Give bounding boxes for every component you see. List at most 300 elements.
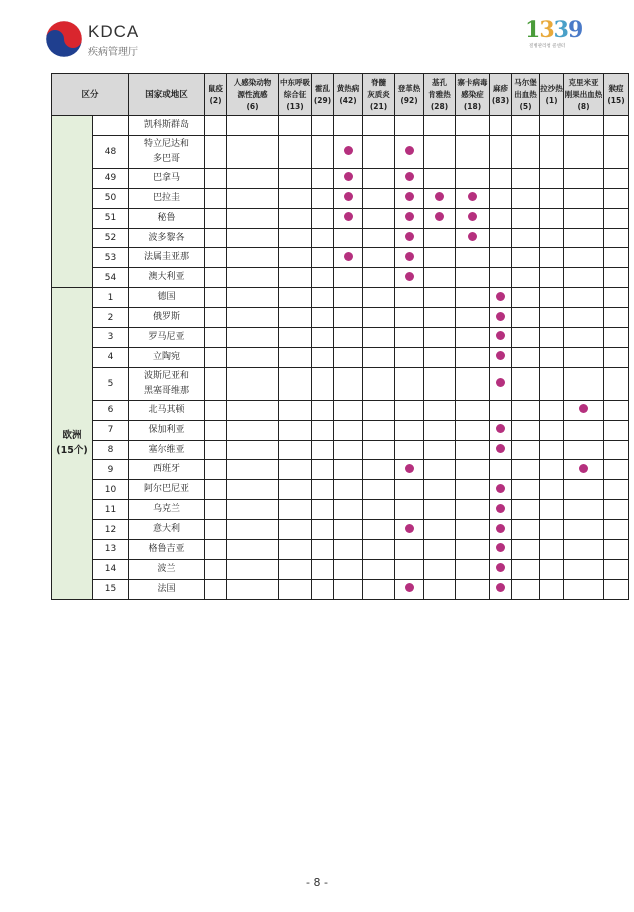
disease-cell	[456, 116, 490, 136]
disease-cell	[334, 579, 363, 599]
disease-cell	[564, 367, 604, 400]
disease-cell	[456, 579, 490, 599]
occurrence-dot-icon	[496, 331, 505, 340]
disease-cell	[512, 559, 540, 579]
country-name: 法属圭亚那	[129, 248, 205, 268]
occurrence-dot-icon	[405, 172, 414, 181]
disease-cell	[312, 520, 334, 540]
column-header: 猴痘 (15)	[604, 74, 629, 116]
disease-cell	[512, 367, 540, 400]
disease-cell	[456, 268, 490, 288]
disease-cell	[334, 367, 363, 400]
disease-cell	[424, 288, 456, 308]
disease-cell	[227, 400, 279, 420]
disease-cell	[395, 460, 424, 480]
disease-cell	[395, 420, 424, 440]
disease-cell	[424, 540, 456, 560]
occurrence-dot-icon	[496, 524, 505, 533]
disease-cell	[363, 400, 395, 420]
disease-cell	[512, 228, 540, 248]
disease-cell	[205, 135, 227, 168]
disease-cell	[363, 347, 395, 367]
disease-cell	[334, 168, 363, 188]
disease-cell	[363, 367, 395, 400]
disease-cell	[604, 328, 629, 348]
disease-cell	[395, 367, 424, 400]
occurrence-dot-icon	[496, 424, 505, 433]
disease-cell	[395, 347, 424, 367]
disease-cell	[227, 579, 279, 599]
table-row	[52, 168, 629, 188]
disease-cell	[395, 520, 424, 540]
disease-cell	[424, 440, 456, 460]
disease-cell	[490, 420, 512, 440]
disease-cell	[490, 308, 512, 328]
disease-cell	[334, 188, 363, 208]
page-number: - 8 -	[306, 876, 328, 889]
disease-cell	[205, 288, 227, 308]
disease-cell	[227, 347, 279, 367]
disease-cell	[540, 367, 564, 400]
column-header: 区分	[52, 74, 129, 116]
occurrence-dot-icon	[435, 212, 444, 221]
disease-cell	[540, 135, 564, 168]
disease-cell	[395, 308, 424, 328]
occurrence-dot-icon	[496, 583, 505, 592]
disease-cell	[227, 188, 279, 208]
disease-cell	[512, 208, 540, 228]
disease-cell	[604, 308, 629, 328]
disease-cell	[512, 268, 540, 288]
disease-cell	[363, 188, 395, 208]
disease-cell	[279, 347, 312, 367]
row-index: 2	[93, 308, 129, 328]
occurrence-dot-icon	[496, 351, 505, 360]
disease-cell	[395, 500, 424, 520]
org-name: KDCA	[88, 22, 140, 41]
disease-cell	[395, 540, 424, 560]
occurrence-dot-icon	[405, 272, 414, 281]
disease-cell	[312, 400, 334, 420]
disease-cell	[334, 540, 363, 560]
disease-cell	[456, 135, 490, 168]
disease-cell	[312, 248, 334, 268]
disease-cell	[604, 480, 629, 500]
disease-cell	[604, 579, 629, 599]
column-header: 鼠疫 (2)	[205, 74, 227, 116]
country-name: 西班牙	[129, 460, 205, 480]
disease-cell	[456, 440, 490, 460]
disease-cell	[279, 460, 312, 480]
disease-cell	[279, 208, 312, 228]
disease-cell	[456, 228, 490, 248]
column-header: 拉沙热 (1)	[540, 74, 564, 116]
disease-cell	[279, 268, 312, 288]
row-index: 53	[93, 248, 129, 268]
disease-cell	[312, 347, 334, 367]
disease-cell	[564, 460, 604, 480]
disease-cell	[424, 367, 456, 400]
disease-cell	[227, 328, 279, 348]
disease-cell	[456, 288, 490, 308]
column-header: 国家或地区	[129, 74, 205, 116]
table-row	[52, 400, 629, 420]
disease-cell	[512, 188, 540, 208]
disease-cell	[334, 480, 363, 500]
disease-cell	[312, 460, 334, 480]
disease-cell	[512, 579, 540, 599]
kdca-logo-icon	[45, 20, 83, 58]
disease-country-table	[51, 73, 629, 600]
disease-cell	[363, 579, 395, 599]
disease-cell	[564, 500, 604, 520]
disease-cell	[205, 347, 227, 367]
disease-cell	[312, 135, 334, 168]
disease-cell	[490, 288, 512, 308]
disease-cell	[424, 308, 456, 328]
country-name: 阿尔巴尼亚	[129, 480, 205, 500]
disease-cell	[604, 248, 629, 268]
disease-cell	[279, 559, 312, 579]
disease-cell	[424, 480, 456, 500]
row-index: 6	[93, 400, 129, 420]
disease-cell	[312, 328, 334, 348]
disease-cell	[540, 188, 564, 208]
disease-cell	[363, 520, 395, 540]
table-row	[52, 540, 629, 560]
disease-cell	[604, 135, 629, 168]
row-index: 10	[93, 480, 129, 500]
disease-cell	[334, 228, 363, 248]
disease-cell	[395, 288, 424, 308]
disease-cell	[490, 367, 512, 400]
disease-cell	[334, 400, 363, 420]
country-name: 波斯尼亚和 黑塞哥维那	[129, 367, 205, 400]
disease-cell	[424, 559, 456, 579]
row-index	[93, 116, 129, 136]
disease-cell	[540, 440, 564, 460]
table-row	[52, 135, 629, 168]
disease-cell	[456, 400, 490, 420]
disease-cell	[279, 579, 312, 599]
org-name-block	[88, 22, 139, 58]
occurrence-dot-icon	[496, 292, 505, 301]
disease-cell	[312, 440, 334, 460]
disease-cell	[512, 400, 540, 420]
country-name: 凯科斯群岛	[129, 116, 205, 136]
disease-cell	[205, 168, 227, 188]
disease-cell	[456, 347, 490, 367]
disease-cell	[424, 400, 456, 420]
disease-cell	[424, 248, 456, 268]
country-name: 塞尔维亚	[129, 440, 205, 460]
country-name: 澳大利亚	[129, 268, 205, 288]
table-row	[52, 520, 629, 540]
disease-cell	[205, 420, 227, 440]
disease-cell	[227, 480, 279, 500]
occurrence-dot-icon	[405, 232, 414, 241]
disease-cell	[540, 308, 564, 328]
country-name: 德国	[129, 288, 205, 308]
hotline-number: 1339	[525, 17, 583, 43]
occurrence-dot-icon	[344, 146, 353, 155]
disease-cell	[334, 208, 363, 228]
occurrence-dot-icon	[405, 524, 414, 533]
occurrence-dot-icon	[496, 444, 505, 453]
table-row	[52, 208, 629, 228]
occurrence-dot-icon	[496, 504, 505, 513]
disease-cell	[564, 135, 604, 168]
occurrence-dot-icon	[468, 192, 477, 201]
disease-cell	[456, 520, 490, 540]
region-label: 欧洲 (15个)	[52, 288, 93, 599]
disease-cell	[490, 520, 512, 540]
disease-cell	[490, 208, 512, 228]
occurrence-dot-icon	[344, 172, 353, 181]
disease-cell	[205, 208, 227, 228]
disease-cell	[395, 135, 424, 168]
disease-cell	[424, 135, 456, 168]
disease-cell	[604, 540, 629, 560]
disease-cell	[205, 228, 227, 248]
disease-cell	[490, 268, 512, 288]
row-index: 13	[93, 540, 129, 560]
row-index: 9	[93, 460, 129, 480]
occurrence-dot-icon	[405, 583, 414, 592]
occurrence-dot-icon	[496, 378, 505, 387]
disease-cell	[540, 288, 564, 308]
disease-cell	[312, 288, 334, 308]
disease-cell	[363, 248, 395, 268]
table-row	[52, 328, 629, 348]
disease-cell	[312, 228, 334, 248]
row-index: 49	[93, 168, 129, 188]
table-row	[52, 228, 629, 248]
disease-cell	[279, 500, 312, 520]
disease-cell	[540, 228, 564, 248]
column-header: 寨卡病毒 感染症 (18)	[456, 74, 490, 116]
disease-cell	[424, 500, 456, 520]
disease-cell	[540, 208, 564, 228]
disease-cell	[205, 248, 227, 268]
disease-cell	[279, 367, 312, 400]
disease-cell	[540, 347, 564, 367]
disease-cell	[604, 347, 629, 367]
row-index: 15	[93, 579, 129, 599]
row-index: 54	[93, 268, 129, 288]
disease-cell	[604, 520, 629, 540]
disease-cell	[540, 248, 564, 268]
occurrence-dot-icon	[468, 212, 477, 221]
column-header: 中东呼吸 综合征 (13)	[279, 74, 312, 116]
disease-cell	[205, 460, 227, 480]
disease-cell	[205, 520, 227, 540]
disease-cell	[604, 228, 629, 248]
disease-cell	[279, 540, 312, 560]
disease-cell	[424, 328, 456, 348]
disease-cell	[512, 328, 540, 348]
table-row	[52, 188, 629, 208]
disease-cell	[604, 420, 629, 440]
row-index: 14	[93, 559, 129, 579]
country-name: 立陶宛	[129, 347, 205, 367]
disease-cell	[456, 460, 490, 480]
disease-cell	[279, 480, 312, 500]
disease-cell	[490, 328, 512, 348]
disease-cell	[334, 116, 363, 136]
disease-cell	[564, 440, 604, 460]
disease-cell	[312, 420, 334, 440]
disease-cell	[363, 500, 395, 520]
disease-cell	[564, 288, 604, 308]
row-index: 5	[93, 367, 129, 400]
occurrence-dot-icon	[405, 192, 414, 201]
disease-cell	[490, 500, 512, 520]
disease-cell	[395, 208, 424, 228]
disease-cell	[564, 188, 604, 208]
disease-cell	[424, 116, 456, 136]
disease-cell	[279, 308, 312, 328]
disease-cell	[512, 540, 540, 560]
disease-cell	[540, 420, 564, 440]
column-header: 马尔堡 出血热 (5)	[512, 74, 540, 116]
row-index: 51	[93, 208, 129, 228]
disease-cell	[334, 308, 363, 328]
disease-cell	[564, 268, 604, 288]
column-header: 人感染动物 源性流感 (6)	[227, 74, 279, 116]
occurrence-dot-icon	[468, 232, 477, 241]
disease-cell	[564, 400, 604, 420]
disease-cell	[312, 367, 334, 400]
disease-cell	[512, 480, 540, 500]
disease-cell	[205, 480, 227, 500]
disease-cell	[540, 540, 564, 560]
disease-cell	[227, 135, 279, 168]
disease-cell	[205, 367, 227, 400]
disease-cell	[395, 328, 424, 348]
disease-cell	[279, 400, 312, 420]
column-header: 霍乱 (29)	[312, 74, 334, 116]
table-row	[52, 579, 629, 599]
disease-cell	[490, 440, 512, 460]
table-row	[52, 559, 629, 579]
disease-cell	[279, 116, 312, 136]
disease-cell	[604, 460, 629, 480]
disease-cell	[564, 420, 604, 440]
disease-cell	[334, 559, 363, 579]
disease-cell	[395, 579, 424, 599]
disease-cell	[604, 116, 629, 136]
disease-cell	[456, 208, 490, 228]
disease-cell	[604, 288, 629, 308]
occurrence-dot-icon	[435, 192, 444, 201]
disease-cell	[490, 540, 512, 560]
occurrence-dot-icon	[579, 404, 588, 413]
country-name: 特立尼达和 多巴哥	[129, 135, 205, 168]
disease-cell	[227, 460, 279, 480]
disease-cell	[512, 420, 540, 440]
disease-cell	[564, 248, 604, 268]
disease-cell	[363, 135, 395, 168]
occurrence-dot-icon	[344, 192, 353, 201]
table-row	[52, 347, 629, 367]
disease-cell	[456, 480, 490, 500]
table-row	[52, 367, 629, 400]
column-header: 黄热病 (42)	[334, 74, 363, 116]
disease-cell	[424, 188, 456, 208]
disease-cell	[395, 440, 424, 460]
row-index: 48	[93, 135, 129, 168]
disease-cell	[227, 268, 279, 288]
occurrence-dot-icon	[496, 563, 505, 572]
disease-cell	[312, 480, 334, 500]
disease-cell	[205, 268, 227, 288]
disease-cell	[205, 116, 227, 136]
disease-cell	[395, 400, 424, 420]
disease-cell	[490, 188, 512, 208]
disease-cell	[363, 328, 395, 348]
disease-cell	[279, 135, 312, 168]
disease-cell	[424, 268, 456, 288]
row-index: 52	[93, 228, 129, 248]
disease-cell	[456, 540, 490, 560]
disease-cell	[564, 559, 604, 579]
page-header	[0, 0, 634, 70]
disease-cell	[604, 500, 629, 520]
disease-cell	[512, 500, 540, 520]
occurrence-dot-icon	[496, 484, 505, 493]
occurrence-dot-icon	[579, 464, 588, 473]
table-row	[52, 460, 629, 480]
disease-cell	[334, 420, 363, 440]
disease-cell	[604, 208, 629, 228]
disease-cell	[424, 347, 456, 367]
disease-cell	[227, 367, 279, 400]
disease-cell	[312, 540, 334, 560]
column-header: 克里米亚 刚果出血热 (8)	[564, 74, 604, 116]
disease-cell	[540, 579, 564, 599]
disease-cell	[604, 367, 629, 400]
table-row	[52, 440, 629, 460]
country-name: 格鲁吉亚	[129, 540, 205, 560]
disease-cell	[456, 367, 490, 400]
disease-cell	[604, 400, 629, 420]
disease-cell	[395, 559, 424, 579]
disease-cell	[424, 420, 456, 440]
disease-cell	[205, 579, 227, 599]
table-row	[52, 308, 629, 328]
disease-cell	[490, 559, 512, 579]
disease-cell	[456, 168, 490, 188]
disease-cell	[604, 168, 629, 188]
disease-cell	[564, 347, 604, 367]
disease-cell	[540, 559, 564, 579]
disease-cell	[227, 308, 279, 328]
disease-cell	[205, 540, 227, 560]
country-name: 波兰	[129, 559, 205, 579]
occurrence-dot-icon	[496, 312, 505, 321]
disease-cell	[363, 168, 395, 188]
disease-cell	[424, 168, 456, 188]
disease-cell	[512, 168, 540, 188]
row-index: 1	[93, 288, 129, 308]
disease-cell	[512, 116, 540, 136]
disease-cell	[205, 328, 227, 348]
country-name: 俄罗斯	[129, 308, 205, 328]
table-row	[52, 248, 629, 268]
disease-cell	[512, 248, 540, 268]
occurrence-dot-icon	[405, 146, 414, 155]
